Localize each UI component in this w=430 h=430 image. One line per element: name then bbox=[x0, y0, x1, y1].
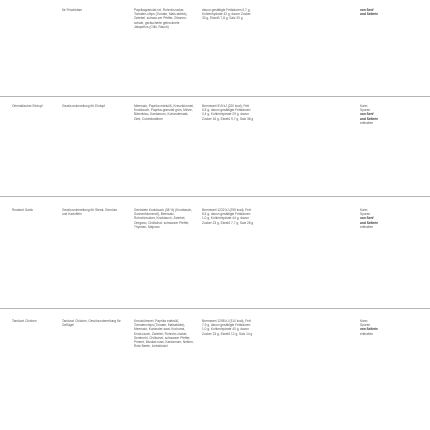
product-allergens bbox=[360, 104, 416, 125]
allergen-line: von Senf bbox=[360, 8, 374, 12]
table-row bbox=[0, 104, 430, 194]
product-ingredients: Meersalz, Paprika edelsüß, Kreuzkümmel, Knoblauch, Paprika-granulat grün, Minze, Bärenklau, Kardamom, Koriandersaat, Zimt, Cubebkrabben bbox=[134, 104, 194, 121]
allergen-line: Spuren bbox=[360, 212, 371, 217]
allergen-line: Spuren bbox=[360, 323, 371, 328]
allergen-line: enthalten bbox=[360, 224, 374, 229]
product-name: Orientalischer Eintopf bbox=[12, 104, 43, 108]
allergen-line: Kann bbox=[360, 104, 368, 108]
product-usage: Gewürzzubereitung für Eintopf bbox=[62, 104, 106, 108]
product-nutrition: davon gesättigte Fettsäuren 0,7 g, Kohlenhydrate 42 g, davon Zucker 33 g, Eiweiß 7,8 g, Salz 20 g bbox=[202, 8, 251, 21]
table-row bbox=[0, 8, 430, 96]
allergen-line: enthalten bbox=[360, 120, 374, 125]
product-ingredients: Geröstete Knoblauch (38 %) (Knoblauch, Sonnenblumenöl), Meersalz, Rohrohrzucker, Knoblauch, Zwiebel, Oregano, Chilischot, schwarzer Pfeffer, Thymian, Majoran bbox=[134, 208, 193, 229]
allergen-line: enthalten bbox=[360, 331, 374, 336]
product-ingredients: Kreuzkümmel, Paprika edelsüß, Tomatenchips (Tomate, Maisstärke), Meersalz, Koriander-saat, Kurkuma, Knob-lauch, Zwiebel, Rohrohr-zucker, Senfmehl, Chilischot, schwarzer Pfeffer, Piment, Muskat-nuss, Kardamom, Nelken, Rote Beete, Liebstöckel bbox=[134, 319, 194, 349]
product-usage: Tandoori Chicken, Gewürzzubereitung für Geflügel bbox=[62, 319, 121, 328]
allergen-line: Spuren bbox=[360, 108, 371, 113]
product-usage: Gewürzzubereitung für Steak, Gemüse und Kartoffeln bbox=[62, 208, 118, 217]
product-name: Roasted Garlic bbox=[12, 208, 34, 212]
product-allergens bbox=[360, 8, 416, 16]
product-usage: für Frischkäse bbox=[62, 8, 83, 12]
row-divider bbox=[0, 96, 430, 97]
allergen-line: und Sellerie bbox=[360, 220, 379, 225]
row-divider bbox=[0, 196, 430, 197]
allergen-line: Kann bbox=[360, 319, 368, 323]
allergen-line: von Sellerie bbox=[360, 327, 378, 332]
allergen-line: und Sellerie bbox=[360, 116, 379, 121]
allergen-line: von Senf bbox=[360, 112, 374, 117]
allergen-line: Kann bbox=[360, 208, 368, 212]
product-nutrition: Brennwert 1232 kJ (295 kcal), Fett 8,6 g, davon gesättigte Fettsäuren 1,0 g, Kohlenhydrate 44 g, davon Zucker 23 g, Eiweiß 7,7 g, Salz 28 g bbox=[202, 208, 254, 225]
product-nutrition: Brennwert 1298 kJ (310 kcal), Fett 7,9 g, davon gesättigte Fettsäuren 1,0 g, Kohlenhydrate 40 g, davon Zucker 23 g, Eiweiß 12 g, Salz 14 g bbox=[202, 319, 253, 336]
table-row bbox=[0, 319, 430, 427]
product-name: Tandoori Chicken bbox=[12, 319, 37, 323]
product-allergens bbox=[360, 319, 416, 336]
allergen-line: und Sellerie bbox=[360, 12, 379, 17]
product-nutrition: Brennwert 919 kJ (220 kcal), Fett 5,5 g, davon gesättigte Fettsäuren 0,4 g, Kohlenhydrate 29 g, davon Zucker 16 g, Eiweiß 9,7 g, Salz 38 g bbox=[202, 104, 254, 121]
row-divider bbox=[0, 308, 430, 309]
product-ingredients: Paprikagranulat rot, Rohrohrzucker, Tomaten-chips (Tomate, Mais-stärke), Zwiebel, schwar-zer Pfeffer, Zitronen-schale, geräucherte getrocknete Jalapeños (Chili, Rauch) bbox=[134, 8, 188, 29]
allergen-line: von Senf bbox=[360, 216, 374, 221]
product-allergens bbox=[360, 208, 416, 229]
table-row bbox=[0, 208, 430, 308]
